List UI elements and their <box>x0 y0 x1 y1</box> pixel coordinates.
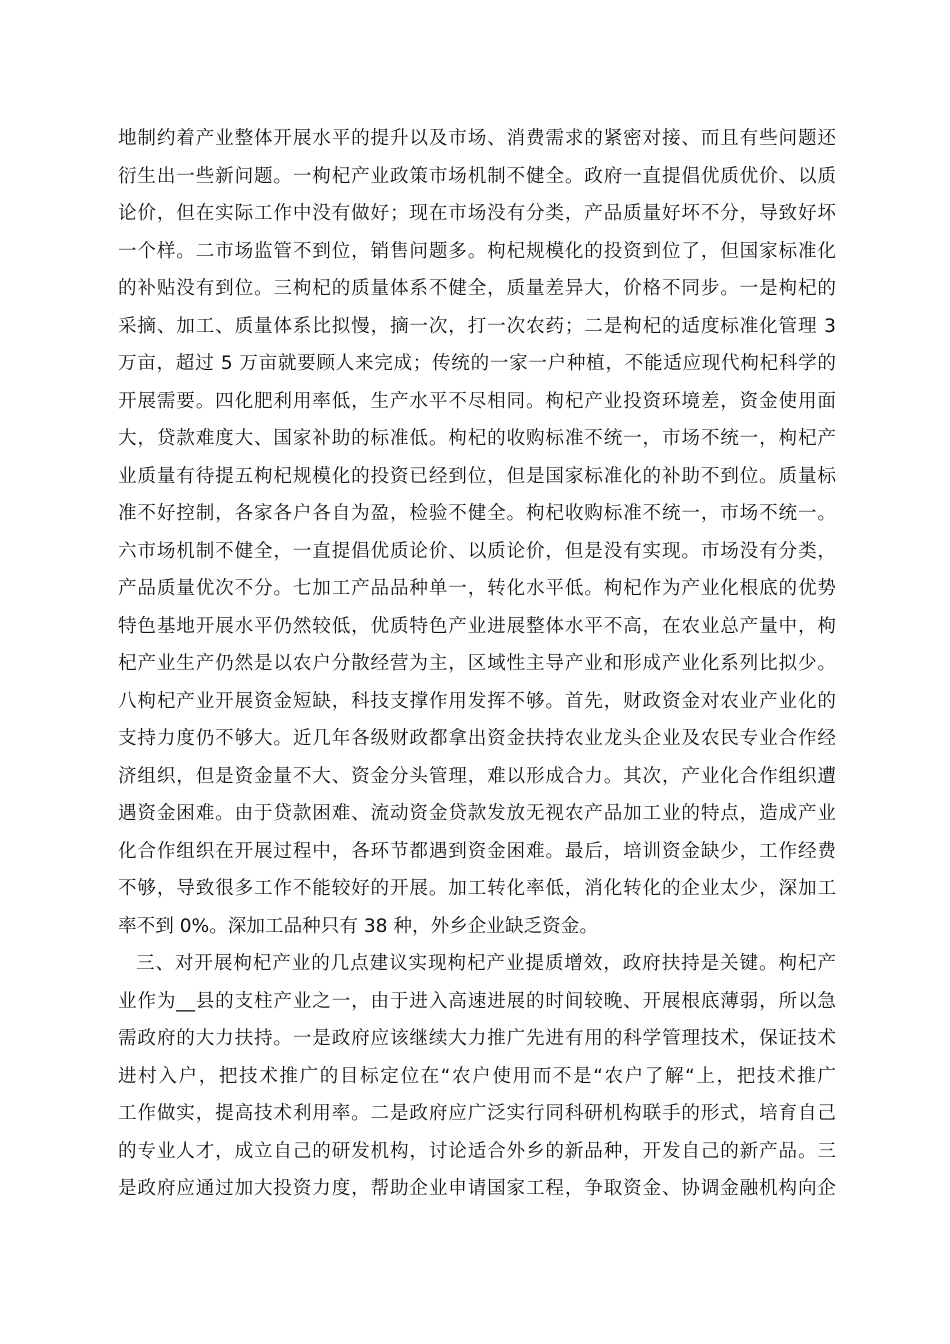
text-line: 是政府应通过加大投资力度，帮助企业申请国家工程，争取资金、协调金融机构向企 <box>118 1178 836 1199</box>
text-line: 需政府的大力扶持。一是政府应该继续大力推广先进有用的科学管理技术，保证技术 <box>118 1028 836 1049</box>
text-line: 产品质量优次不分。七加工产品品种单一，转化水平低。枸杞作为产业化根底的优势 <box>118 578 836 599</box>
text-line: 进村入户，把技术推广的目标定位在“农户使用而不是“农户了解“上，把技术推广 <box>118 1065 836 1087</box>
text-line: 工作做实，提高技术利用率。二是政府应广泛实行同科研机构联手的形式，培育自己 <box>118 1103 836 1124</box>
text-line: 衍生出一些新问题。一枸杞产业政策市场机制不健全。政府一直提倡优质优价、以质 <box>118 165 836 187</box>
text-line: 六市场机制不健全，一直提倡优质论价、以质论价，但是没有实现。市场没有分类， <box>118 540 836 562</box>
text-line: 开展需要。四化肥利用率低，生产水平不尽相同。枸杞产业投资环境差，资金使用面 <box>118 390 836 412</box>
text-line: 准不好控制，各家各户各自为盈，检验不健全。枸杞收购标准不统一，市场不统一。 <box>118 503 836 524</box>
text-line: 采摘、加工、质量体系比拟慢，摘一次，打一次农药；二是枸杞的适度标准化管理 3 <box>118 315 836 337</box>
text-line: 大，贷款难度大、国家补助的标准低。枸杞的收购标准不统一，市场不统一，枸杞产 <box>118 428 836 449</box>
text-line: 特色基地开展水平仍然较低，优质特色产业进展整体水平不高，在农业总产量中，枸 <box>118 615 836 637</box>
text-line: 的补贴没有到位。三枸杞的质量体系不健全，质量差异大，价格不同步。一是枸杞的 <box>118 278 836 299</box>
text-line: 杞产业生产仍然是以农户分散经营为主，区域性主导产业和形成产业化系列比拟少。 <box>118 653 836 674</box>
text-line: 业作为__县的支柱产业之一，由于进入高速进展的时间较晚、开展根底薄弱，所以急 <box>118 990 836 1012</box>
text-line: 化合作组织在开展过程中，各环节都遇到资金困难。最后，培训资金缺少，工作经费 <box>118 840 836 862</box>
text-line: 八枸杞产业开展资金短缺，科技支撑作用发挥不够。首先，财政资金对农业产业化的 <box>118 690 836 712</box>
text-line: 率不到 0%。深加工品种只有 38 种，外乡企业缺乏资金。 <box>118 915 598 937</box>
text-line: 支持力度仍不够大。近几年各级财政都拿出资金扶持农业龙头企业及农民专业合作经 <box>118 728 836 749</box>
section-heading-line: 三、对开展枸杞产业的几点建议实现枸杞产业提质增效，政府扶持是关键。枸杞产 <box>136 953 836 974</box>
text-line: 一个样。二市场监管不到位，销售问题多。枸杞规模化的投资到位了，但国家标准化 <box>118 240 836 262</box>
text-line: 论价，但在实际工作中没有做好；现在市场没有分类，产品质量好坏不分，导致好坏 <box>118 203 836 224</box>
text-line: 万亩，超过 5 万亩就要顾人来完成；传统的一家一户种植，不能适应现代枸杞科学的 <box>118 353 836 374</box>
text-line: 地制约着产业整体开展水平的提升以及市场、消费需求的紧密对接、而且有些问题还 <box>118 128 836 149</box>
text-line: 济组织，但是资金量不大、资金分头管理，难以形成合力。其次，产业化合作组织遭 <box>118 765 836 787</box>
text-line: 不够，导致很多工作不能较好的开展。加工转化率低，消化转化的企业太少，深加工 <box>118 878 836 899</box>
document-body <box>118 120 836 1208</box>
text-line: 业质量有待提五枸杞规模化的投资已经到位，但是国家标准化的补助不到位。质量标 <box>118 465 836 487</box>
text-line: 遇资金困难。由于贷款困难、流动资金贷款发放无视农产品加工业的特点，造成产业 <box>118 803 836 824</box>
text-line: 的专业人才，成立自己的研发机构，讨论适合外乡的新品种，开发自己的新产品。三 <box>118 1140 836 1162</box>
